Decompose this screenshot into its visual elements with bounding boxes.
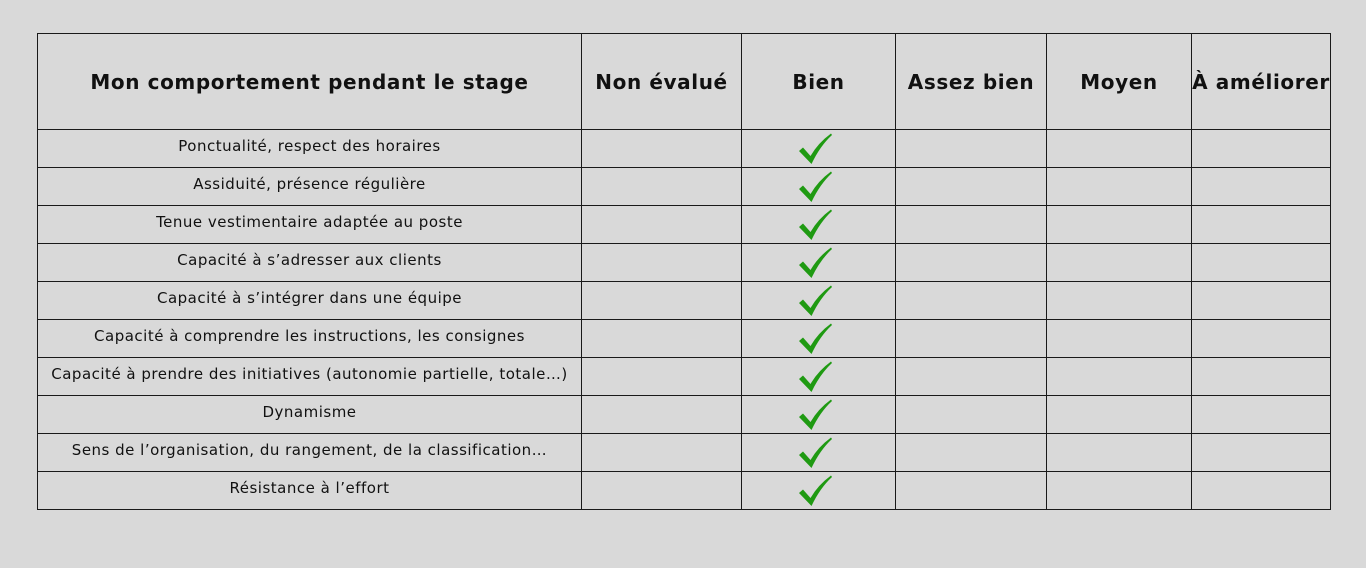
checkmark-icon: [797, 436, 833, 470]
criterion-cell: [38, 130, 582, 168]
rating-cell-assez-bien: [896, 130, 1047, 168]
header-assez-bien: Assez bien: [896, 34, 1047, 130]
rating-cell-a-ameliorer: [1192, 358, 1331, 396]
table-row: [38, 282, 1331, 320]
rating-cell-a-ameliorer: [1192, 244, 1331, 282]
rating-cell-non-evalue: [582, 472, 742, 510]
criterion-label: Dynamisme: [262, 402, 357, 421]
rating-cell-non-evalue: [582, 396, 742, 434]
rating-cell-assez-bien: [896, 358, 1047, 396]
rating-cell-a-ameliorer: [1192, 320, 1331, 358]
criterion-cell: [38, 396, 582, 434]
checkmark-icon: [797, 322, 833, 356]
checkmark-icon: [797, 246, 833, 280]
table-row: [38, 320, 1331, 358]
rating-cell-a-ameliorer: [1192, 282, 1331, 320]
rating-cell-assez-bien: [896, 320, 1047, 358]
rating-cell-assez-bien: [896, 472, 1047, 510]
rating-cell-moyen: [1047, 434, 1192, 472]
rating-cell-bien: [742, 168, 896, 206]
checkmark-icon: [797, 474, 833, 508]
checkmark-icon: [797, 284, 833, 318]
criterion-cell: [38, 206, 582, 244]
table-row: [38, 396, 1331, 434]
rating-cell-bien: [742, 244, 896, 282]
rating-cell-non-evalue: [582, 282, 742, 320]
rating-cell-bien: [742, 396, 896, 434]
table-row: [38, 244, 1331, 282]
header-moyen: Moyen: [1047, 34, 1192, 130]
criterion-cell: [38, 320, 582, 358]
rating-cell-moyen: [1047, 206, 1192, 244]
rating-cell-assez-bien: [896, 434, 1047, 472]
rating-cell-non-evalue: [582, 244, 742, 282]
rating-cell-moyen: [1047, 358, 1192, 396]
criterion-label: Sens de l’organisation, du rangement, de la classification…: [71, 440, 548, 459]
rating-cell-a-ameliorer: [1192, 472, 1331, 510]
header-bien: Bien: [742, 34, 896, 130]
criterion-label: Assiduité, présence régulière: [193, 174, 426, 193]
table-row: [38, 434, 1331, 472]
rating-cell-non-evalue: [582, 130, 742, 168]
rating-cell-bien: [742, 130, 896, 168]
table-row: [38, 168, 1331, 206]
criterion-label: Résistance à l’effort: [229, 478, 390, 497]
rating-cell-moyen: [1047, 472, 1192, 510]
rating-cell-non-evalue: [582, 206, 742, 244]
criterion-label: Ponctualité, respect des horaires: [178, 136, 441, 155]
criterion-label: Capacité à s’adresser aux clients: [177, 250, 442, 269]
rating-cell-assez-bien: [896, 282, 1047, 320]
criterion-cell: [38, 472, 582, 510]
evaluation-sheet: [37, 33, 1331, 510]
rating-cell-non-evalue: [582, 434, 742, 472]
rating-cell-a-ameliorer: [1192, 396, 1331, 434]
rating-cell-bien: [742, 282, 896, 320]
rating-cell-moyen: [1047, 130, 1192, 168]
header-non-evalue: Non évalué: [582, 34, 742, 130]
rating-cell-a-ameliorer: [1192, 168, 1331, 206]
table-row: [38, 206, 1331, 244]
rating-cell-assez-bien: [896, 206, 1047, 244]
rating-cell-non-evalue: [582, 168, 742, 206]
rating-cell-moyen: [1047, 168, 1192, 206]
rating-cell-assez-bien: [896, 244, 1047, 282]
criterion-label: Capacité à prendre des initiatives (autonomie partielle, totale…): [51, 364, 568, 383]
table-row: [38, 358, 1331, 396]
rating-cell-bien: [742, 206, 896, 244]
criterion-cell: [38, 168, 582, 206]
rating-cell-bien: [742, 320, 896, 358]
criterion-cell: [38, 282, 582, 320]
criterion-label: Capacité à s’intégrer dans une équipe: [156, 288, 462, 307]
header-a-ameliorer: À améliorer: [1192, 34, 1331, 130]
rating-cell-bien: [742, 472, 896, 510]
header-row: [38, 34, 1331, 130]
rating-cell-moyen: [1047, 320, 1192, 358]
checkmark-icon: [797, 170, 833, 204]
rating-cell-bien: [742, 358, 896, 396]
rating-cell-non-evalue: [582, 320, 742, 358]
table-body: [38, 130, 1331, 510]
rating-cell-non-evalue: [582, 358, 742, 396]
rating-cell-moyen: [1047, 244, 1192, 282]
checkmark-icon: [797, 360, 833, 394]
table-row: [38, 130, 1331, 168]
checkmark-icon: [797, 132, 833, 166]
rating-cell-a-ameliorer: [1192, 434, 1331, 472]
criterion-cell: [38, 434, 582, 472]
rating-cell-moyen: [1047, 396, 1192, 434]
behavior-evaluation-table: [37, 33, 1331, 510]
checkmark-icon: [797, 208, 833, 242]
criterion-label: Capacité à comprendre les instructions, les consignes: [94, 326, 525, 345]
rating-cell-assez-bien: [896, 168, 1047, 206]
rating-cell-assez-bien: [896, 396, 1047, 434]
criterion-label: Tenue vestimentaire adaptée au poste: [156, 212, 463, 231]
criterion-cell: [38, 244, 582, 282]
criterion-cell: [38, 358, 582, 396]
rating-cell-a-ameliorer: [1192, 130, 1331, 168]
rating-cell-a-ameliorer: [1192, 206, 1331, 244]
rating-cell-bien: [742, 434, 896, 472]
checkmark-icon: [797, 398, 833, 432]
header-criterion: Mon comportement pendant le stage: [38, 34, 582, 130]
rating-cell-moyen: [1047, 282, 1192, 320]
table-row: [38, 472, 1331, 510]
